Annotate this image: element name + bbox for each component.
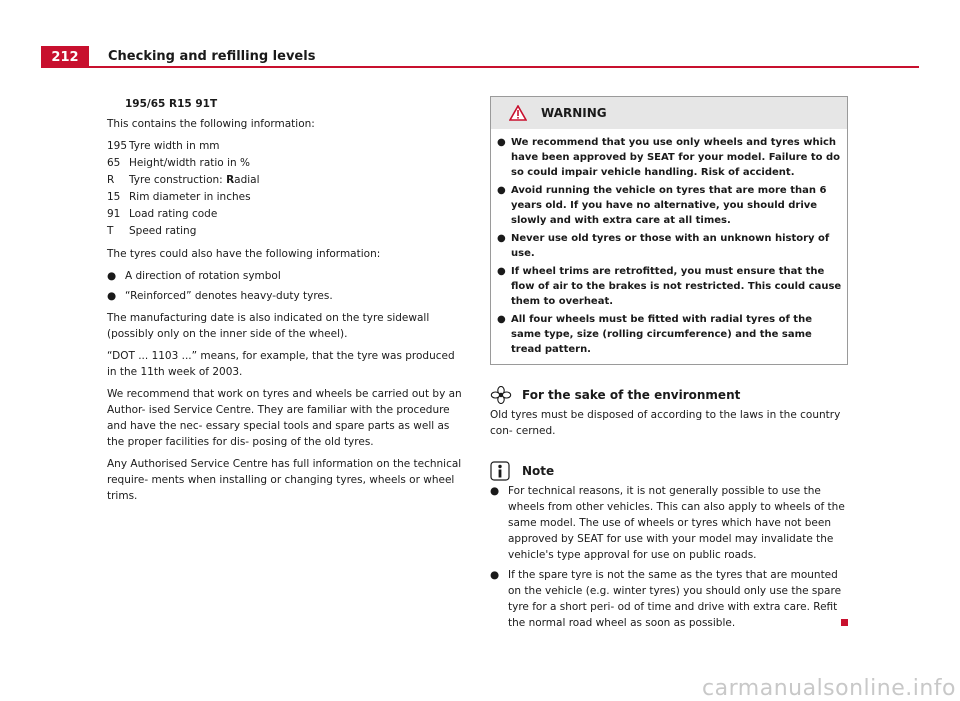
definition-value: Tyre width in mm xyxy=(129,140,220,152)
environment-title: For the sake of the environment xyxy=(522,388,741,402)
left-column xyxy=(107,96,463,510)
definition-row xyxy=(107,189,463,206)
warning-item xyxy=(497,231,843,261)
dot-text: “DOT ... 1103 ...” means, for example, that the tyre was produced in the 11th week of 2003. xyxy=(107,350,455,378)
bullet-icon: ● xyxy=(497,137,506,148)
watermark: carmanualsonline.info xyxy=(702,676,956,701)
definition-value: Height/width ratio in % xyxy=(129,157,250,169)
definition-value xyxy=(129,172,463,189)
bullet-icon: ● xyxy=(490,485,500,497)
right-column xyxy=(490,96,848,635)
warning-item-text: All four wheels must be fitted with radial tyres of the same type, size (rolling circumference) and the same tread pattern. xyxy=(511,314,812,355)
list-item xyxy=(107,268,463,284)
authorised-text: Any Authorised Service Centre has full information on the technical require- ments when installing or changing tyres, wheels or wheel trims. xyxy=(107,458,462,502)
definition-key: 195 xyxy=(107,140,128,152)
definition-row xyxy=(107,155,463,172)
list-item-text: “Reinforced” denotes heavy-duty tyres. xyxy=(125,290,333,302)
definition-value: Rim diameter in inches xyxy=(129,191,251,203)
definition-row xyxy=(107,172,463,189)
note-item xyxy=(490,483,848,563)
definition-prefix: Tyre construction: xyxy=(129,174,227,186)
note-header xyxy=(490,461,848,481)
also-info-text: The tyres could also have the following information: xyxy=(107,248,381,260)
definition-row xyxy=(107,223,463,240)
warning-item xyxy=(497,312,843,357)
definition-key: 91 xyxy=(107,208,121,220)
note-item xyxy=(490,567,848,631)
note-title: Note xyxy=(522,464,555,478)
warning-item xyxy=(497,135,843,180)
note-item-text-body: If the spare tyre is not the same as the tyres that are mounted on the vehicle (e.g. winter tyres) you should only use the spare tyre for a short peri- od of time and drive with extra care. Refit the normal road wheel as soon as possible. xyxy=(508,569,842,629)
page-number: 212 xyxy=(41,46,89,68)
bullet-icon: ● xyxy=(497,266,506,277)
warning-item-text: Never use old tyres or those with an unknown history of use. xyxy=(511,233,830,259)
list-item-text: A direction of rotation symbol xyxy=(125,270,281,282)
definition-key: T xyxy=(107,225,114,237)
note-item-text: For technical reasons, it is not generally possible to use the wheels from other vehicles. This can also apply to wheels of the same model. The use of wheels or tyres which have not been approved by SEAT for use with your model may invalidate the vehicle's type approval for use on public roads. xyxy=(508,485,845,561)
definition-row xyxy=(107,206,463,223)
definition-rest: adial xyxy=(234,174,260,186)
definition-key: 15 xyxy=(107,191,121,203)
header-rule xyxy=(41,66,919,68)
bullet-icon: ● xyxy=(497,233,506,244)
definition-list xyxy=(107,138,463,240)
intro-text: This contains the following information: xyxy=(107,118,315,130)
bullet-icon: ● xyxy=(490,569,500,581)
warning-title: WARNING xyxy=(541,106,607,120)
tyre-code: 195/65 R15 91T xyxy=(125,98,218,110)
recommend-text: We recommend that work on tyres and wheels be carried out by an Author- ised Service Centre. They are familiar with the procedure and have the nec- essary special tools and spare parts as well as the proper facilities for dis- posing of the old tyres. xyxy=(107,388,462,448)
environment-header xyxy=(490,385,848,405)
warning-body xyxy=(491,129,847,364)
warning-item xyxy=(497,183,843,228)
bullet-icon: ● xyxy=(107,270,117,282)
definition-key: R xyxy=(107,174,115,186)
bullet-icon: ● xyxy=(497,314,506,325)
warning-item-text: Avoid running the vehicle on tyres that are more than 6 years old. If you have no alternative, you should drive slowly and with extra care at all times. xyxy=(511,185,827,226)
definition-value: Load rating code xyxy=(129,208,218,220)
warning-box xyxy=(490,96,848,365)
warning-triangle-icon xyxy=(509,105,527,121)
bullet-icon: ● xyxy=(497,185,506,196)
list-item xyxy=(107,288,463,304)
warning-header xyxy=(491,97,847,129)
definition-bold-letter: R xyxy=(226,174,235,186)
page-title: Checking and refilling levels xyxy=(108,49,316,64)
warning-item xyxy=(497,264,843,309)
flower-icon xyxy=(490,386,512,404)
page-header xyxy=(0,0,960,70)
environment-text: Old tyres must be disposed of according to the laws in the country con- cerned. xyxy=(490,409,841,437)
warning-item-text: If wheel trims are retrofitted, you must ensure that the flow of air to the brakes is not restricted. This could cause them to overheat. xyxy=(511,266,842,307)
definition-row xyxy=(107,138,463,155)
definition-key: 65 xyxy=(107,157,121,169)
info-icon xyxy=(490,461,510,481)
definition-value: Speed rating xyxy=(129,225,197,237)
bullet-icon: ● xyxy=(107,290,117,302)
section-end-marker xyxy=(841,619,848,626)
manufacturing-text: The manufacturing date is also indicated on the tyre sidewall (possibly only on the inner side of the wheel). xyxy=(107,312,430,340)
note-item-text xyxy=(508,567,848,631)
warning-item-text: We recommend that you use only wheels and tyres which have been approved by SEAT for your model. Failure to do so could impair vehicle handling. Risk of accident. xyxy=(511,137,841,178)
